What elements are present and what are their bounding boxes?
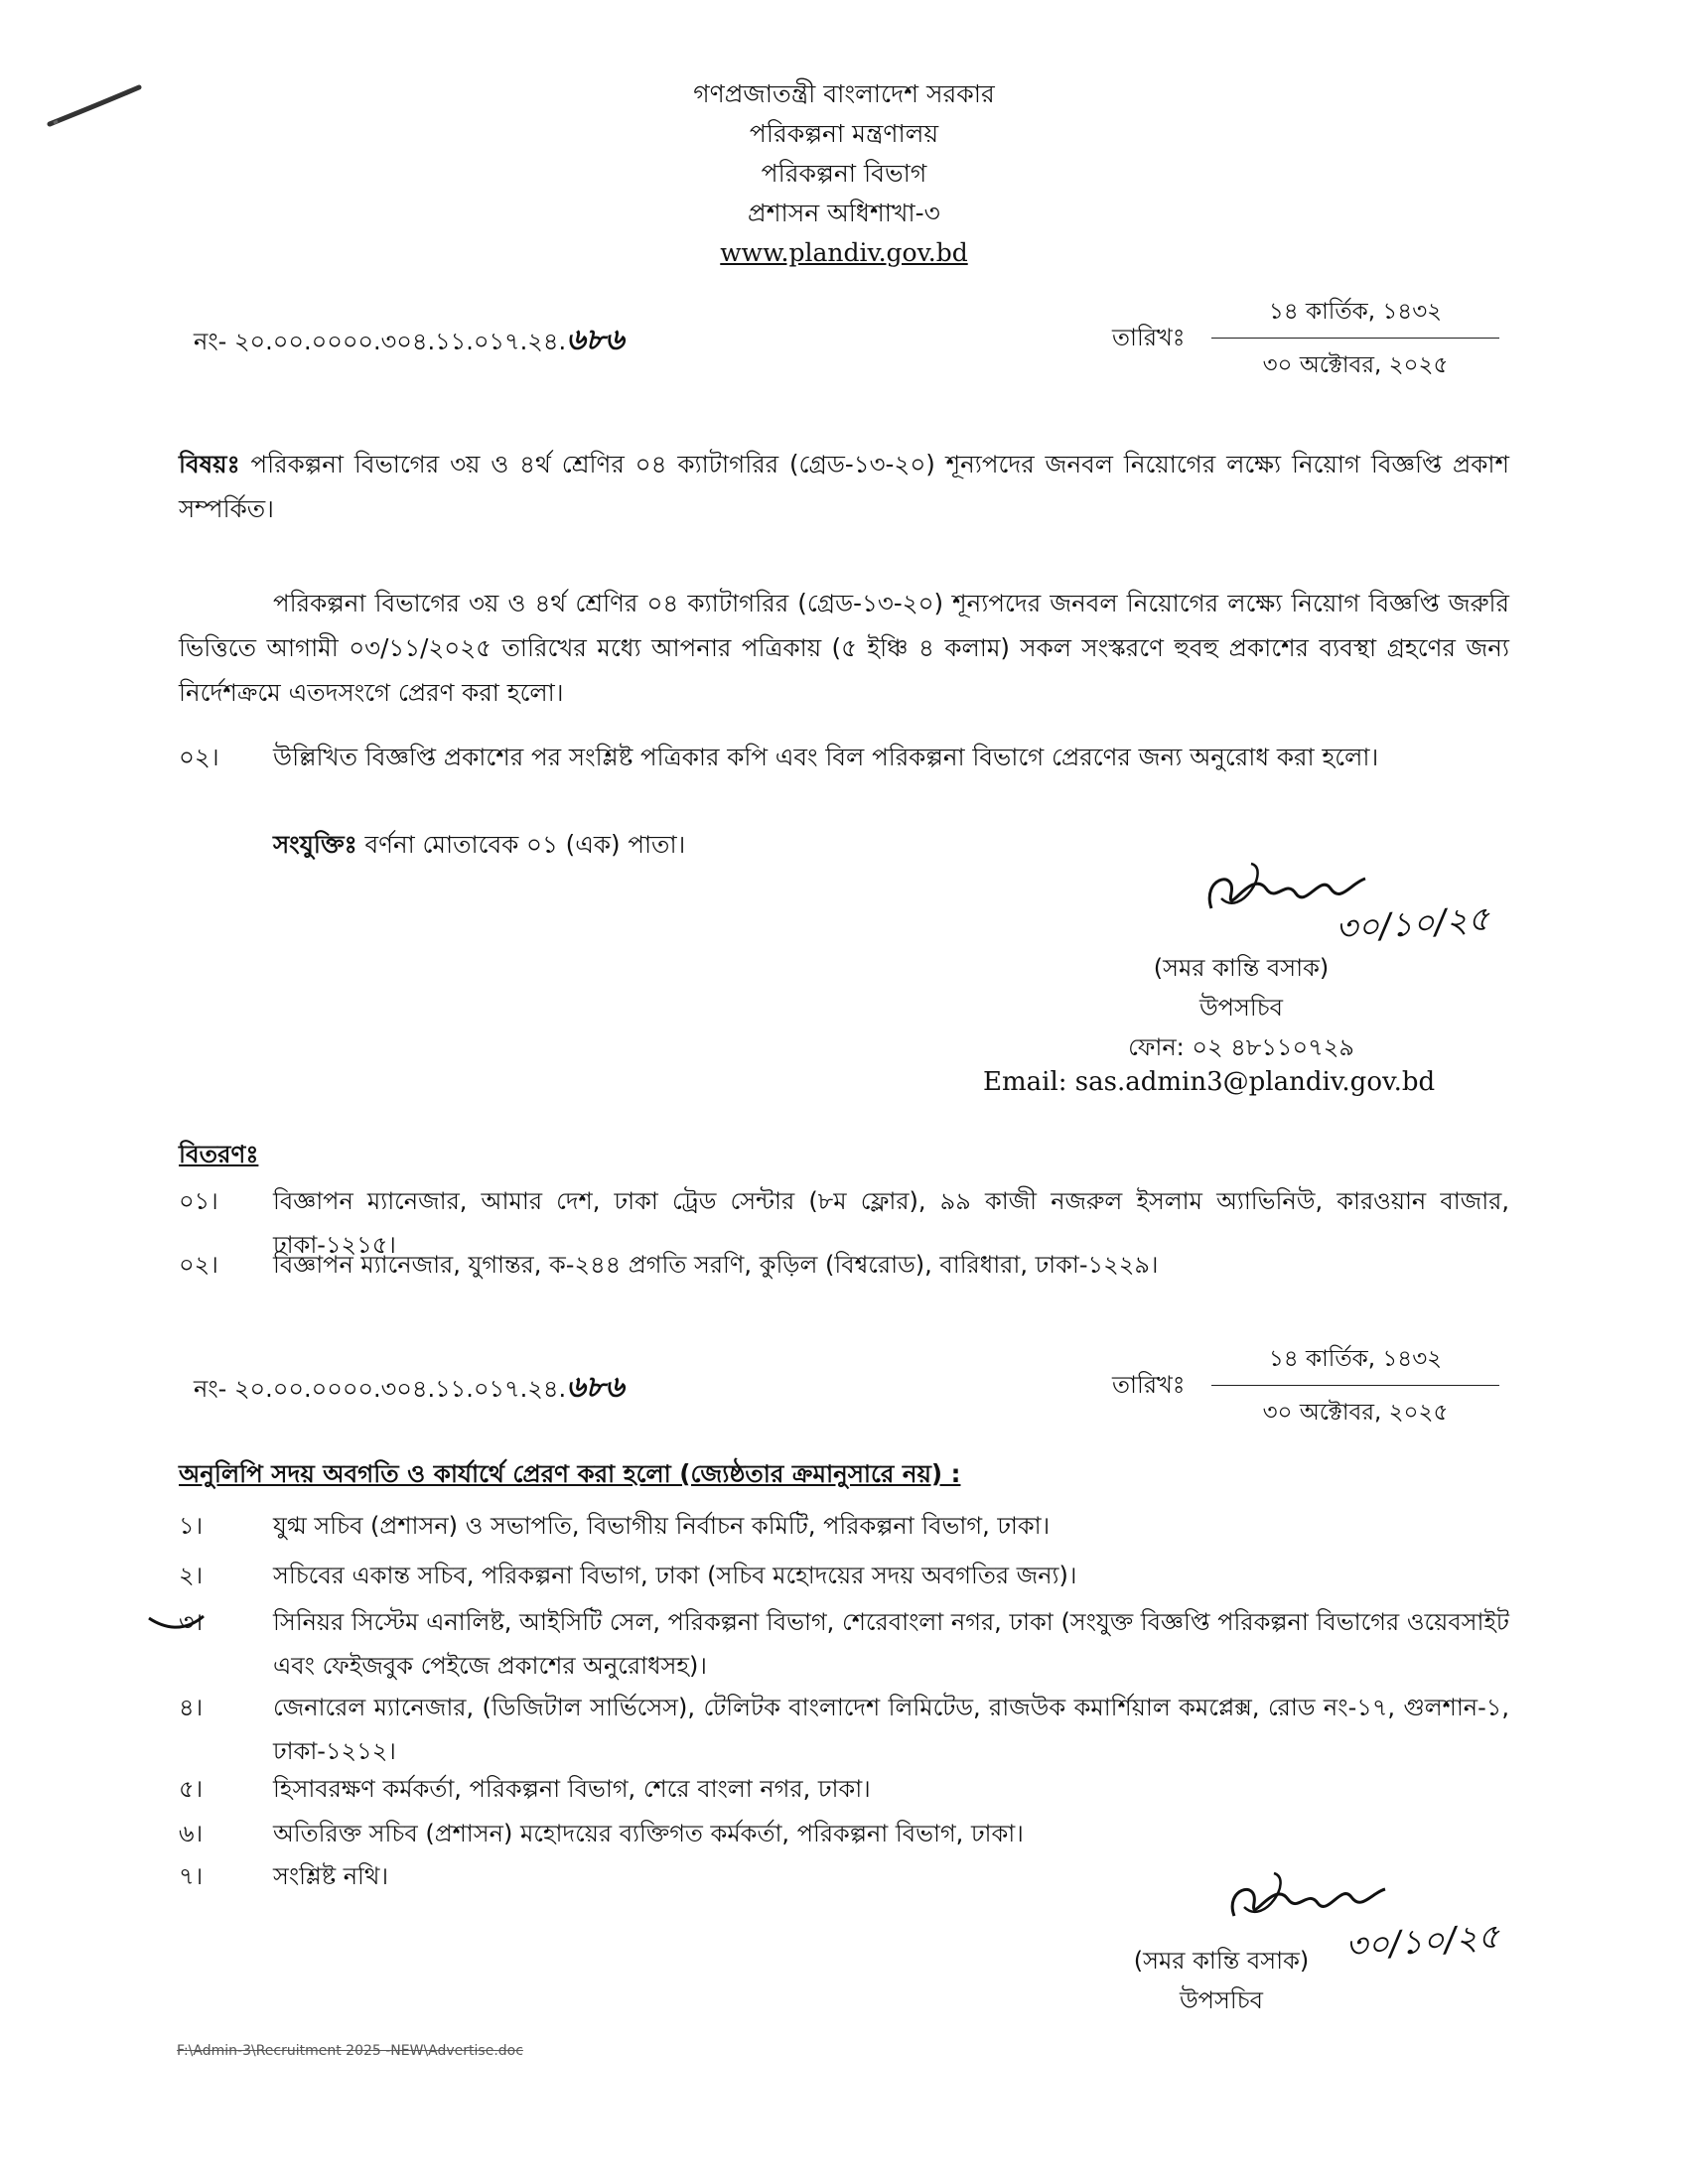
item-number: ৩। (179, 1608, 204, 1636)
ministry-name: পরিকল্পনা মন্ত্রণালয় (749, 119, 939, 148)
body-paragraph-1: পরিকল্পনা বিভাগের ৩য় ও ৪র্থ শ্রেণির ০৪ ক্যাটাগরির (গ্রেড-১৩-২০) শূন্যপদের জনবল নিয়োগের লক্ষ্যে নিয়োগ বিজ্ঞপ্তি জরুরি ভিত্তিতে আগামী ০৩/১১/২০২৫ তারিখের মধ্যে আপনার পত্রিকায় (৫ ইঞ্চি ৪ কলাম) সকল সংস্করণে হুবহু প্রকাশের ব্যবস্থা গ্রহণের জন্য নির্দেশক্রমে এতদসংগে প্রেরণ করা হলো। (179, 589, 1509, 707)
signatory-designation: উপসচিব (1198, 994, 1284, 1022)
date-label: তারিখঃ (1112, 324, 1186, 351)
signature-1-date: ৩০/১০/২৫ (1334, 898, 1491, 950)
list-item (179, 1243, 1509, 1287)
item-number: ২। (179, 1562, 204, 1589)
item-text: বিজ্ঞাপন ম্যানেজার, যুগান্তর, ক-২৪৪ প্রগতি সরণি, কুড়িল (বিশ্বরোড), বারিধারা, ঢাকা-১২২৯। (273, 1251, 1159, 1279)
item-text: সচিবের একান্ত সচিব, পরিকল্পনা বিভাগ, ঢাকা (সচিব মহোদয়ের সদয় অবগতির জন্য)। (273, 1562, 1077, 1589)
signatory-name: (সমর কান্তি বসাক) (1153, 954, 1330, 982)
memo-number (194, 1363, 625, 1414)
list-item (179, 1504, 1509, 1548)
date-english: ৩০ অক্টোবর, ২০২৫ (1262, 1400, 1449, 1426)
memo-date (1211, 1340, 1499, 1433)
memo-handwritten-number: ৬৮৬ (566, 323, 625, 357)
signatory-1 (1053, 948, 1430, 1067)
list-item (179, 1600, 1509, 1688)
item-text: সংশ্লিষ্ট নথি। (273, 1862, 389, 1890)
item-number: ৬। (179, 1820, 204, 1847)
date-english: ৩০ অক্টোবর, ২০২৫ (1262, 352, 1449, 378)
item-number: ৫। (179, 1775, 204, 1803)
memo-handwritten-number: ৬৮৬ (566, 1370, 625, 1405)
division-name: পরিকল্পনা বিভাগ (761, 159, 927, 188)
signature-2-date: ৩০/১০/২৫ (1343, 1916, 1501, 1968)
item-number: ১। (179, 1512, 204, 1540)
subject-text: পরিকল্পনা বিভাগের ৩য় ও ৪র্থ শ্রেণির ০৪ ক্যাটাগরির (গ্রেড-১৩-২০) শূন্যপদের জনবল নিয়োগের লক্ষ্যে নিয়োগ বিজ্ঞপ্তি প্রকাশ সম্পর্কিত। (179, 450, 1509, 523)
memo-number (194, 316, 625, 366)
date-label: তারিখঃ (1112, 1371, 1186, 1399)
item-text: অতিরিক্ত সচিব (প্রশাসন) মহোদয়ের ব্যক্তিগত কর্মকর্তা, পরিকল্পনা বিভাগ, ঢাকা। (273, 1820, 1024, 1847)
signatory-designation: উপসচিব (1179, 1986, 1264, 2014)
date-bangla: ১৪ কার্তিক, ১৪৩২ (1211, 293, 1499, 339)
copies-heading: অনুলিপি সদয় অবগতি ও কার্যার্থে প্রেরণ করা হলো (জ্যেষ্ঠতার ক্রমানুসারে নয়) : (179, 1459, 961, 1488)
file-path-footer: F:\Admin-3\Recruitment 2025 -NEW\Advertise.doc (177, 2043, 523, 2059)
list-item (179, 1812, 1509, 1855)
item-text: জেনারেল ম্যানেজার, (ডিজিটাল সার্ভিসেস), টেলিটক বাংলাদেশ লিমিটেড, রাজউক কমার্শিয়াল কমপ্লেক্স, রোড নং-১৭, গুলশান-১, ঢাকা-১২১২। (273, 1694, 1509, 1765)
date-bangla: ১৪ কার্তিক, ১৪৩২ (1211, 1340, 1499, 1386)
attachment (273, 822, 685, 867)
memo-number-text: নং- ২০.০০.০০০০.৩০৪.১১.০১৭.২৪. (194, 328, 567, 355)
letterhead (0, 74, 1688, 273)
item-number: ০২। (179, 1251, 218, 1279)
list-item (179, 1554, 1509, 1597)
attachment-text: বর্ণনা মোতাবেক ০১ (এক) পাতা। (364, 830, 686, 859)
item-number: ৭। (179, 1862, 204, 1890)
item-text: যুগ্ম সচিব (প্রশাসন) ও সভাপতি, বিভাগীয় নির্বাচন কমিটি, পরিকল্পনা বিভাগ, ঢাকা। (273, 1512, 1051, 1540)
body-paragraph-2 (179, 735, 1509, 779)
item-text: সিনিয়র সিস্টেম এনালিষ্ট, আইসিটি সেল, পরিকল্পনা বিভাগ, শেরেবাংলা নগর, ঢাকা (সংযুক্ত বিজ্ঞপ্তি পরিকল্পনা বিভাগের ওয়েবসাইট এবং ফেইজবুক পেইজে প্রকাশের অনুরোধসহ)। (273, 1608, 1509, 1680)
item-text: হিসাবরক্ষণ কর্মকর্তা, পরিকল্পনা বিভাগ, শেরে বাংলা নগর, ঢাকা। (273, 1775, 871, 1803)
item-text: বিজ্ঞাপন ম্যানেজার, আমার দেশ, ঢাকা ট্রেড সেন্টার (৮ম ফ্লোর), ৯৯ কাজী নজরুল ইসলাম অ্যাভিনিউ, কারওয়ান বাজার, ঢাকা-১২১৫। (273, 1187, 1509, 1259)
item-number: ০১। (179, 1187, 218, 1215)
list-item (179, 1767, 1509, 1811)
signatory-name: (সমর কান্তি বসাক) (1133, 1947, 1310, 1975)
signatory-2 (1072, 1941, 1370, 2020)
signatory-email[interactable]: Email: sas.admin3@plandiv.gov.bd (983, 1067, 1436, 1097)
website-link[interactable]: www.plandiv.gov.bd (720, 238, 968, 267)
govt-name: গণপ্রজাতন্ত্রী বাংলাদেশ সরকার (693, 79, 995, 108)
attachment-label: সংযুক্তিঃ (273, 830, 357, 859)
list-item (179, 1686, 1509, 1773)
signatory-phone: ফোন: ০২ ৪৮১১০৭২৯ (1128, 1033, 1354, 1061)
paragraph-text: উল্লিখিত বিজ্ঞপ্তি প্রকাশের পর সংশ্লিষ্ট পত্রিকার কপি এবং বিল পরিকল্পনা বিভাগে প্রেরণের জন্য অনুরোধ করা হলো। (273, 743, 1379, 771)
subject-label: বিষয়ঃ (179, 450, 240, 478)
item-number: ৪। (179, 1694, 204, 1721)
paragraph-number: ০২। (179, 743, 219, 771)
distribution-label: বিতরণঃ (179, 1140, 259, 1168)
subject (179, 442, 1509, 531)
list-item (179, 1179, 1509, 1259)
section-name: প্রশাসন অধিশাখা-৩ (748, 199, 940, 227)
memo-date (1211, 293, 1499, 385)
memo-number-text: নং- ২০.০০.০০০০.৩০৪.১১.০১৭.২৪. (194, 1375, 567, 1403)
